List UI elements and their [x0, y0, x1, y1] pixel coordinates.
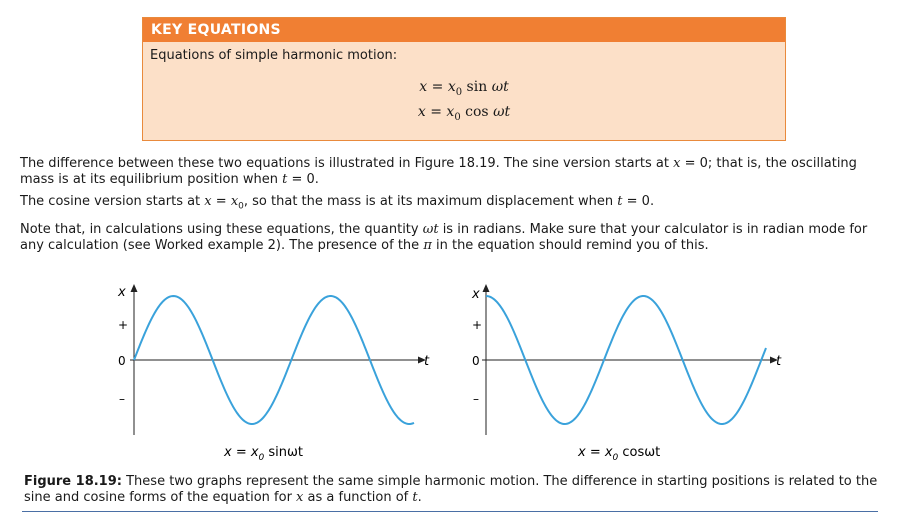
paragraph-cosine-version: The cosine version starts at $x = x_0$, so that the mass is at its maximum displacement when t = 0. [20, 194, 655, 212]
t-axis-label: t [776, 354, 782, 369]
cosine-graph-caption: $x = x_0$ cosωt [578, 445, 661, 462]
sine-graph-caption: $x = x_0$ sinωt [224, 445, 304, 462]
figure-caption: Figure 18.19: These two graphs represent the same simple harmonic motion. The difference in starting positions is related to the sine and cosine forms of the equation for x as a function of t. [24, 474, 878, 505]
equation-sine: $x = x_0$ sin ωt [419, 79, 509, 98]
paragraph-radians-note: Note that, in calculations using these equations, the quantity ωt is in radians. Make sure that your calculator is in radian mode for any calculation (see Worked example 2). The presence of the π in the equation should remind you of this. [20, 222, 868, 253]
cosine-graph [458, 282, 798, 462]
y-axis-arrow-icon [483, 284, 490, 292]
zero-tick-label: 0 [118, 354, 126, 368]
y-axis-label: x [118, 285, 126, 300]
equation-cosine: $x = x_0$ cos ωt [417, 104, 511, 123]
minus-tick-label: – [473, 392, 479, 406]
key-equations-heading: KEY EQUATIONS [143, 18, 785, 42]
t-axis-label: t [424, 354, 430, 369]
key-equations-box [142, 17, 786, 141]
minus-tick-label: – [119, 392, 125, 406]
y-axis-arrow-icon [131, 284, 138, 292]
y-axis-label: x [472, 287, 480, 302]
plus-tick-label: + [472, 318, 483, 332]
plus-tick-label: + [118, 318, 129, 332]
figure-caption-label: Figure 18.19: [24, 474, 122, 489]
zero-tick-label: 0 [472, 354, 480, 368]
bottom-rule [22, 511, 878, 512]
paragraph-sine-version: The difference between these two equations is illustrated in Figure 18.19. The sine version starts at x = 0; that is, the oscillating mass is at its equilibrium position when t = 0. [20, 156, 857, 187]
key-equations-intro: Equations of simple harmonic motion: [150, 48, 398, 63]
sine-graph [100, 282, 440, 462]
